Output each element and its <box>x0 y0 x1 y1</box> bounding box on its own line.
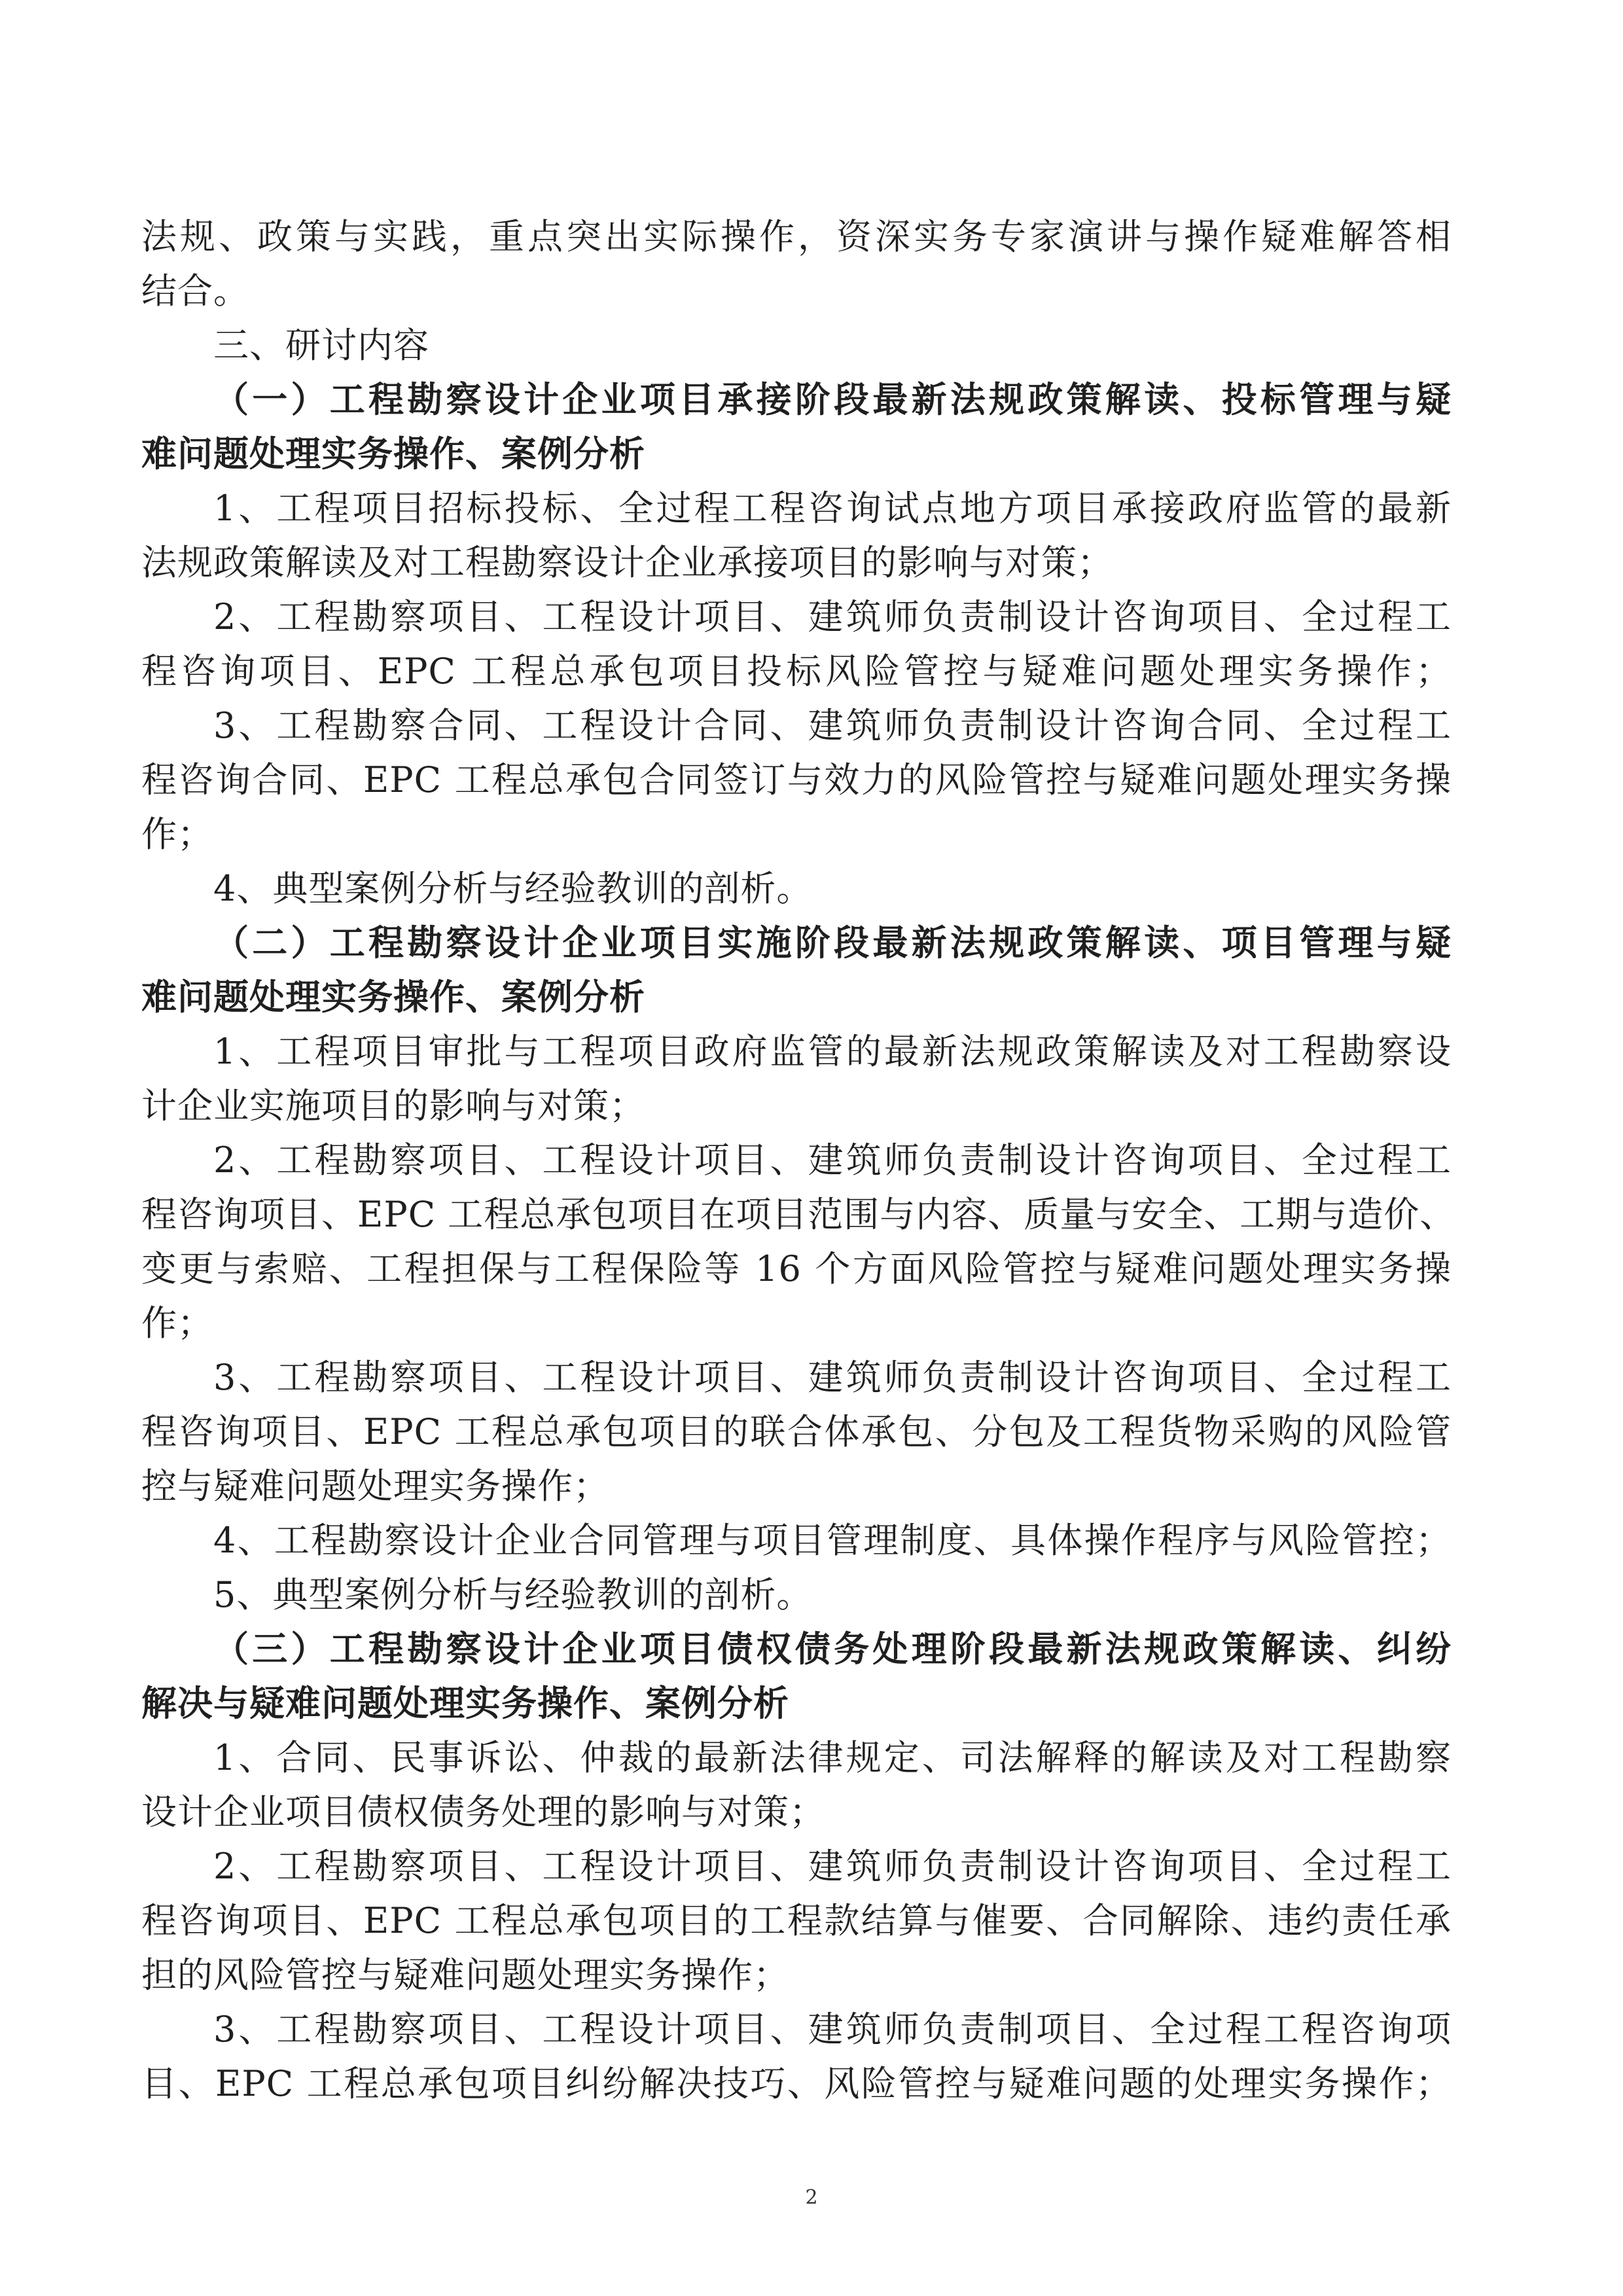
subsection-heading: 解决与疑难问题处理实务操作、案例分析 <box>141 1682 789 1724</box>
intro-paragraph <box>141 209 1452 318</box>
text-line: 法规、政策与实践，重点突出实际操作，资深实务专家演讲与操作疑难解答相 <box>141 216 1452 257</box>
list-item: 1、工程项目审批与工程项目政府监管的最新法规政策解读及对工程勘察设 <box>213 1031 1452 1072</box>
list-item: 2、工程勘察项目、工程设计项目、建筑师负责制设计咨询项目、全过程工 <box>213 1139 1452 1181</box>
page-number: 2 <box>805 2186 818 2209</box>
list-item: 4、工程勘察设计企业合同管理与项目管理制度、具体操作程序与风险管控； <box>213 1520 1452 1561</box>
subsection-heading: （三）工程勘察设计企业项目债权债务处理阶段最新法规政策解读、纠纷 <box>213 1628 1452 1670</box>
list-item: 程咨询项目、EPC 工程总承包项目在项目范围与内容、质量与安全、工期与造价、 <box>141 1194 1456 1235</box>
list-item: 程咨询项目、EPC 工程总承包项目的联合体承包、分包及工程货物采购的风险管 <box>141 1411 1452 1452</box>
list-item: 5、典型案例分析与经验教训的剖析。 <box>213 1574 813 1615</box>
list-item: 程咨询项目、EPC 工程总承包项目的工程款结算与催要、合同解除、违约责任承 <box>141 1900 1452 1941</box>
list-item: 4、典型案例分析与经验教训的剖析。 <box>213 868 813 909</box>
list-item: 设计企业项目债权债务处理的影响与对策； <box>141 1791 825 1833</box>
list-item: 目、EPC 工程总承包项目纠纷解决技巧、风险管控与疑难问题的处理实务操作； <box>141 2063 1452 2104</box>
list-item: 2、工程勘察项目、工程设计项目、建筑师负责制设计咨询项目、全过程工 <box>213 1846 1452 1887</box>
list-item: 3、工程勘察项目、工程设计项目、建筑师负责制项目、全过程工程咨询项 <box>213 2009 1452 2050</box>
subsection-2 <box>141 916 1456 1622</box>
subsection-3 <box>141 1622 1452 2111</box>
list-item: 作； <box>141 814 213 855</box>
list-item: 担的风险管控与疑难问题处理实务操作； <box>141 1954 789 1996</box>
text-line: 结合。 <box>141 270 249 312</box>
list-item: 变更与索赔、工程担保与工程保险等 16 个方面风险管控与疑难问题处理实务操 <box>141 1248 1452 1289</box>
list-item: 1、工程项目招标投标、全过程工程咨询试点地方项目承接政府监管的最新 <box>213 488 1452 529</box>
subsection-1 <box>141 372 1452 916</box>
list-item: 法规政策解读及对工程勘察设计企业承接项目的影响与对策； <box>141 542 1113 583</box>
subsection-heading: 难问题处理实务操作、案例分析 <box>141 976 645 1018</box>
list-item: 计企业实施项目的影响与对策； <box>141 1085 645 1126</box>
subsection-heading: （二）工程勘察设计企业项目实施阶段最新法规政策解读、项目管理与疑 <box>213 922 1452 963</box>
list-item: 2、工程勘察项目、工程设计项目、建筑师负责制设计咨询项目、全过程工 <box>213 596 1452 637</box>
list-item: 作； <box>141 1302 213 1344</box>
subsection-heading: 难问题处理实务操作、案例分析 <box>141 433 645 475</box>
document-body <box>141 209 1456 2111</box>
list-item: 1、合同、民事诉讼、仲裁的最新法律规定、司法解释的解读及对工程勘察 <box>213 1737 1452 1778</box>
list-item: 3、工程勘察项目、工程设计项目、建筑师负责制设计咨询项目、全过程工 <box>213 1357 1452 1398</box>
list-item: 程咨询项目、EPC 工程总承包项目投标风险管控与疑难问题处理实务操作； <box>141 651 1452 692</box>
list-item: 程咨询合同、EPC 工程总承包合同签订与效力的风险管控与疑难问题处理实务操 <box>141 759 1452 800</box>
section-heading: 三、研讨内容 <box>213 325 429 366</box>
list-item: 3、工程勘察合同、工程设计合同、建筑师负责制设计咨询合同、全过程工 <box>213 705 1452 746</box>
subsection-heading: （一）工程勘察设计企业项目承接阶段最新法规政策解读、投标管理与疑 <box>213 378 1452 420</box>
list-item: 控与疑难问题处理实务操作； <box>141 1465 609 1507</box>
